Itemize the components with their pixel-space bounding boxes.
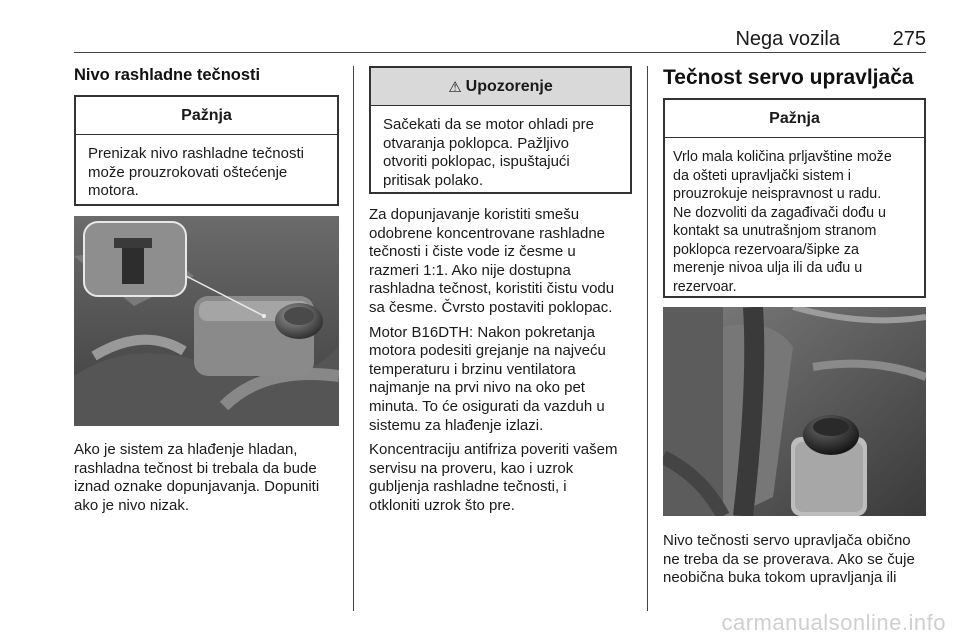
steering-notice-box — [663, 98, 926, 298]
text-line: Za dopunjavanje koristiti smešu — [369, 206, 580, 223]
notice-line: kontakt sa unutrašnjom stranom — [673, 223, 877, 239]
text-line: ako je nivo nizak. — [74, 496, 190, 514]
text-line: najmanje na prvi nivo na oko pet — [369, 379, 585, 397]
notice-line: prouzrokuje neispravnost u radu. — [673, 186, 882, 202]
text-line: otkloniti uzrok što pre. — [369, 496, 515, 514]
text-line: Motor B16DTH: Nakon pokretanja — [369, 323, 595, 341]
page-header — [74, 28, 926, 52]
notice-line: merenje nivoa ulja ili da uđu u — [673, 260, 863, 276]
coolant-notice-box — [74, 95, 339, 206]
header-rule — [74, 52, 926, 53]
warning-line: otvaranja poklopca. Pažljivo — [383, 134, 569, 152]
power-steering-heading: Tečnost servo upravljača — [663, 66, 914, 89]
notice-line: Ne dozvoliti da zagađivači dođu u — [673, 204, 887, 221]
notice-line: Vrlo mala količina prljavštine može — [673, 149, 892, 165]
text-line: neobična buka tokom upravljanja ili — [663, 569, 897, 587]
notice-line: rezervoar. — [673, 278, 737, 295]
notice-line: poklopca rezervoara/šipke za — [673, 241, 859, 258]
column-divider-right — [647, 66, 648, 611]
notice-line: Prenizak nivo rashladne tečnosti — [88, 145, 304, 162]
text-line: tečnosti i čiste vode iz česme u — [369, 243, 576, 261]
text-line: Ako je sistem za hlađenje hladan, — [74, 441, 298, 458]
warning-title-bar — [371, 68, 630, 106]
text-line: razmeri 1:1. Ako nije dostupna — [369, 261, 571, 279]
text-line: rashladna tečnost bi trebala da bude — [74, 459, 317, 477]
text-line: ne treba da se proverava. Ako se čuje — [663, 550, 915, 568]
text-line: rashladna tečnost, koristiti čistu vodu — [369, 280, 615, 298]
warning-line: pritisak polako. — [383, 171, 484, 189]
power-steering-reservoir-photo — [663, 307, 926, 516]
paragraph — [369, 324, 644, 436]
engine-bay-illustration — [74, 216, 339, 426]
middle-text — [369, 206, 644, 522]
steering-paragraph — [663, 532, 938, 588]
coolant-paragraph — [74, 441, 349, 515]
text-line: Nivo tečnosti servo upravljača obično — [663, 532, 911, 549]
notice-body — [665, 138, 924, 306]
warning-triangle-icon: ⚠ — [448, 78, 462, 96]
watermark-text: carmanualsonline.info — [721, 610, 946, 635]
text-line: sistemu za hlađenje izlazi. — [369, 416, 544, 434]
steering-bay-illustration — [663, 307, 926, 516]
text-line: minuta. To će osigurati da vazduh u — [369, 397, 605, 415]
coolant-level-heading: Nivo rashladne tečnosti — [74, 66, 261, 84]
warning-title: Upozorenje — [465, 77, 553, 95]
text-line: gubljenja rashladne tečnosti, i — [369, 478, 567, 496]
paragraph — [369, 441, 644, 515]
column-divider-left — [353, 66, 354, 611]
text-line: odobrene koncentrovane rashladne — [369, 224, 606, 242]
notice-line: može prouzrokovati oštećenje — [88, 163, 288, 181]
notice-line: motora. — [88, 182, 139, 199]
text-line: temperaturu i brzinu ventilatora — [369, 360, 576, 378]
warning-box — [369, 66, 632, 194]
paragraph — [369, 206, 644, 318]
text-line: Koncentraciju antifriza poveriti vašem — [369, 441, 618, 459]
notice-body — [76, 135, 337, 211]
notice-title: Pažnja — [665, 100, 924, 138]
warning-body — [371, 106, 630, 200]
section-title: Nega vozila — [735, 28, 840, 50]
warning-line: otvoriti poklopac, ispuštajući — [383, 153, 570, 170]
engine-coolant-reservoir-photo — [74, 216, 339, 426]
warning-line: Sačekati da se motor ohladi pre — [383, 116, 594, 133]
text-line: servisu na proveru, kao i uzrok — [369, 459, 574, 477]
text-line: motora podesiti grejanje na najveću — [369, 342, 606, 360]
notice-line: da ošteti upravljački sistem i — [673, 167, 851, 184]
notice-title: Pažnja — [76, 97, 337, 135]
text-line: iznad oznake dopunjavanja. Dopuniti — [74, 478, 320, 496]
page-number: 275 — [892, 28, 926, 50]
text-line: sa česme. Čvrsto postaviti poklopac. — [369, 298, 613, 316]
